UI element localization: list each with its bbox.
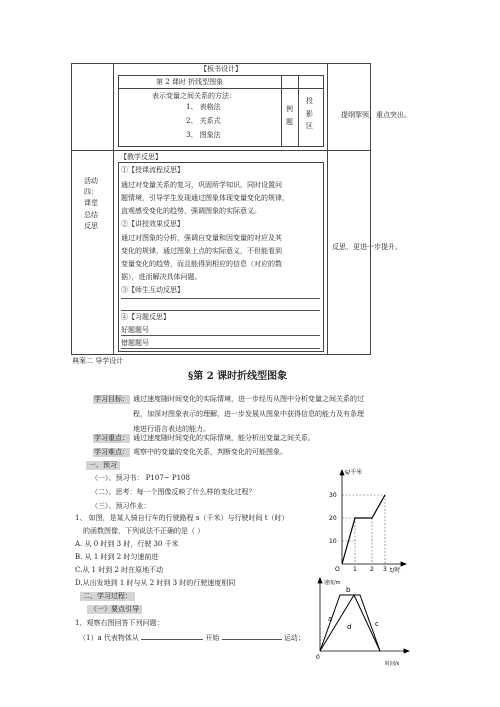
reflection-item3-title: ③【师生互动反思】 — [121, 286, 184, 294]
chart1-ytick-10: 10 — [329, 538, 337, 545]
q1a-prefix: （1）a 代表物体从 — [79, 634, 139, 642]
reflection-item1-line2: 题情境，引导学生发现通过图象体现变量变化的规律， — [121, 194, 289, 202]
option-c: C.从 1 时到 2 时在原地不动 — [75, 566, 164, 574]
chart1-ylabel: s/千米 — [345, 469, 363, 476]
chart1-line — [342, 495, 385, 564]
right-note-2: 反思，更进一步提升。 — [332, 243, 402, 251]
chart1-xtick-3: 3 — [383, 566, 387, 573]
learning-question-1: 1、观察右图回答下列问题： — [75, 619, 164, 627]
reflection-item2-line1: 通过对图象的分析，强调自变量和因变量的对应及其 — [121, 234, 282, 242]
distance-time-chart — [320, 465, 410, 575]
option-a: A. 从 0 时到 3 时，行驶 30 千米 — [75, 540, 179, 548]
chart2-ylabel: 速度/m — [324, 580, 341, 586]
chart1-xtick-1: 1 — [353, 566, 357, 573]
key-label: 学习重点： — [94, 434, 129, 442]
chart2-label-b: b — [346, 586, 351, 594]
board-design-col-2 — [298, 75, 299, 147]
reflection-item1-line3: 直观感受变化的趋势，强调图象的实际意义。 — [121, 207, 261, 215]
key-text: 通过速度随时间变化的实际情境，能分析出变量之间关系。 — [133, 434, 315, 442]
reflection-item4-title: ④【习题反思】 — [121, 313, 170, 321]
chart2-label-c: c — [375, 620, 379, 628]
answer-blank-2[interactable] — [222, 632, 282, 640]
reflection-header: 【教学反思】 — [120, 153, 162, 161]
good-questions-line[interactable] — [121, 335, 320, 336]
learning-question-1a — [79, 632, 305, 643]
goal-label: 学习目标： — [94, 395, 129, 403]
wrong-questions-label: 错题题号 — [121, 339, 149, 347]
blank-line[interactable] — [121, 310, 320, 311]
board-design-header: 【板书设计】 — [200, 65, 242, 73]
question-1b: 的函数图像，下列说法不正确的是（ ） — [83, 527, 205, 535]
chart1-ytick-20: 20 — [329, 515, 337, 522]
reflection-box — [118, 162, 324, 352]
good-questions-label: 好题题号 — [121, 326, 149, 334]
preview-item3: （三）、预习作业： — [91, 502, 151, 510]
question-1: 1、 如图，是某人骑自行车的行驶路程 s（千米）与行驶时间 t（时） — [75, 514, 289, 522]
table-rule-v2 — [327, 63, 328, 355]
difficulty-label: 学习难点： — [94, 448, 129, 456]
preview-item2: （二）、思考：每一个图像反映了什么样的变化过程？ — [91, 488, 256, 496]
board-design-col-1 — [281, 75, 282, 147]
method-3: 3、 图象法 — [186, 131, 221, 139]
chart2-label-d: d — [347, 623, 352, 631]
chart1-origin: O — [335, 566, 340, 573]
method-1: 1、 表格法 — [186, 103, 221, 111]
example-label: 例题 — [286, 105, 293, 126]
chart1-ytick-30: 30 — [329, 492, 337, 499]
chart1-xtick-2: 2 — [370, 566, 374, 573]
reflection-item1-line1: 通过对变量关系的复习，巩固所学知识，同时设置问 — [121, 181, 282, 189]
chart2-xlabel: 时间/s — [385, 661, 400, 667]
preview-item1: （一）、预习书： P107~ P108 — [91, 474, 190, 482]
method-2: 2、 关系式 — [186, 117, 221, 125]
chart2-label-a: a — [328, 615, 333, 623]
table-rule-h1 — [71, 150, 371, 151]
projection-label: 投影区 — [306, 97, 313, 131]
right-note-1: 提纲挈领，重点突出。 — [341, 111, 411, 119]
caption: 典案二 导学设计 — [72, 357, 124, 365]
goal-line2: 程，加深对图象表示的理解，进一步发展从图象中获得信息的能力及有条理 — [133, 410, 364, 418]
learning-subheading: （一）要点引导 — [87, 605, 142, 614]
speed-time-chart — [310, 573, 410, 678]
goal-line1: 通过速度随时间变化的实际情境，进一步经历从图中分析变量之间关系的过 — [133, 395, 364, 403]
activity-label: 活动四：课堂总结反思 — [84, 177, 98, 230]
answer-blank-1[interactable] — [141, 632, 203, 640]
q1a-end: 运动； — [283, 634, 305, 642]
board-design-title: 第 2 课时 折线型图象 — [156, 78, 224, 86]
difficulty-text: 观察中的变量的变化关系，判断变化的可能图象。 — [133, 448, 287, 456]
learning-heading: 二、学习过程： — [80, 592, 135, 601]
table-rule-v1 — [113, 63, 114, 355]
goal-line3: 地进行语言表达的能力。 — [133, 425, 210, 433]
option-b: B. 从 1 时到 2 时匀速前进 — [75, 553, 159, 561]
chart1-xlabel: t/时 — [390, 567, 401, 574]
method-title: 表示变量之间关系的方法： — [152, 92, 236, 100]
board-design-rule — [118, 88, 324, 89]
reflection-item2-title: ②【讲授效果反思】 — [121, 220, 184, 228]
reflection-item1-title: ①【授课流程反思】 — [121, 166, 184, 174]
wrong-questions-line[interactable] — [121, 348, 320, 349]
reflection-item2-line3: 变量变化的趋势，而且能得到相应的信息（对应的数 — [121, 260, 282, 268]
q1a-middle: 开始 — [205, 634, 220, 642]
preview-heading: 一、预习 — [86, 461, 120, 470]
section-title: §第 2 课时折线型图象 — [188, 371, 288, 382]
reflection-item2-line2: 变化的规律，通过图象上点的实际意义，不但能看到 — [121, 247, 282, 255]
chart2-origin: 0 — [316, 654, 320, 661]
reflection-item2-line4: 据），进而解决具体问题。 — [121, 273, 202, 281]
option-d: D.从出发地到 1 时与从 2 时到 3 时的行驶速度相同 — [75, 579, 236, 587]
blank-line[interactable] — [121, 298, 320, 299]
